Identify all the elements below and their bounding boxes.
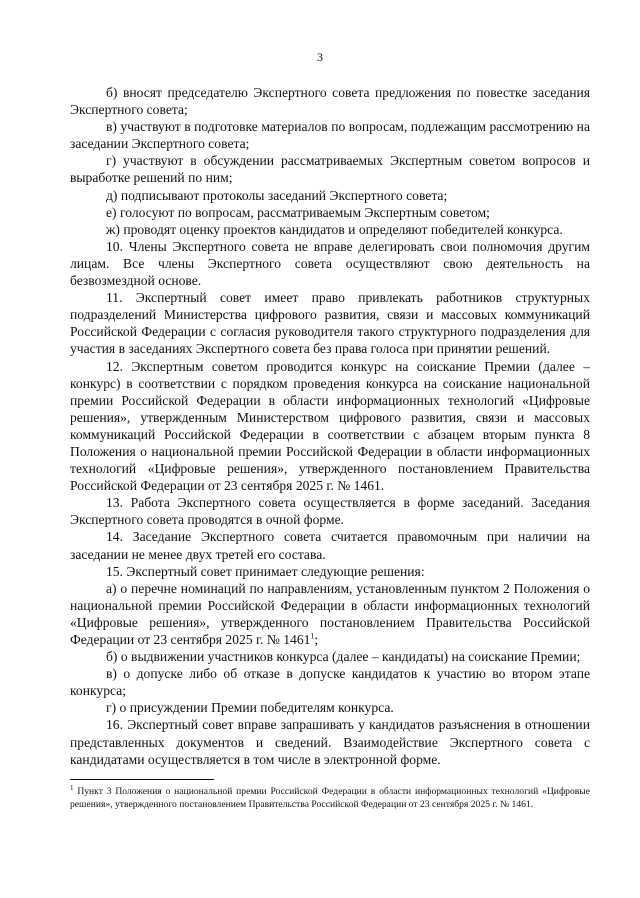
paragraph-12: 12. Экспертным советом проводится конкурс на соискание Премии (далее – конкурс) в соответствии с порядком проведения конкурса на соискание национальной премии Российской Федерации в области информационных технологий «Цифровые решения», утвержденным Министерством цифрового развития, связи и массовых коммуникаций Российской Федерации в соответствии с абзацем вторым пункта 8 Положения о национальной премии Российской Федерации в области информационных технологий «Цифровые решения», утвержденного постановлением Правительства Российской Федерации от 23 сентября 2025 г. № 1461. <box>70 358 590 494</box>
paragraph-14: 14. Заседание Экспертного совета считается правомочным при наличии на заседании не менее двух третей его состава. <box>70 529 590 562</box>
paragraph-9zh: ж) проводят оценку проектов кандидатов и определяют победителей конкурса. <box>106 221 563 237</box>
paragraph-15a-text: а) о перечне номинаций по направлениям, установленным пунктом 2 Положения о национальной премии Российской Федерации в области информационных технологий «Цифровые решения», утвержденного постановлением Правительства Российской Федерации от 23 сентября 2025 г. № 1461 <box>70 580 590 647</box>
paragraph-9d: д) подписывают протоколы заседаний Экспертного совета; <box>106 187 448 203</box>
paragraph-9b: б) вносят председателю Экспертного совета предложения по повестке заседания Экспертного совета; <box>70 85 590 118</box>
paragraph-15v: в) о допуске либо об отказе в допуске кандидатов к участию во втором этапе конкурса; <box>70 666 590 699</box>
paragraph-9g: г) участвуют в обсуждении рассматриваемых Экспертным советом вопросов и выработке решений по ним; <box>70 153 590 186</box>
paragraph-15a-end: ; <box>314 632 319 647</box>
footnote <box>70 783 590 812</box>
footnote-text: Пункт 3 Положения о национальной премии Российской Федерации в области информационных технологий «Цифровые решения», утвержденного постановлением Правительства Российской Федерации от 23 сентября 2025 г. № 1461. <box>70 786 590 810</box>
paragraph-15: 15. Экспертный совет принимает следующие решения: <box>106 563 425 579</box>
paragraph-9v: в) участвуют в подготовке материалов по вопросам, подлежащим рассмотрению на заседании Экспертного совета; <box>70 119 590 152</box>
paragraph-16: 16. Экспертный совет вправе запрашивать у кандидатов разъяснения в отношении представленных документов и сведений. Взаимодействие Экспертного совета с кандидатами осуществляется в том числе в электронной форме. <box>70 717 590 767</box>
paragraph-10: 10. Члены Экспертного совета не вправе делегировать свои полномочия другим лицам. Все члены Экспертного совета осуществляют свою деятельность на безвозмездной основе. <box>70 238 590 289</box>
footnote-reference[interactable]: 1 <box>310 631 315 641</box>
paragraph-15a <box>70 580 590 648</box>
footnote-divider <box>70 779 214 780</box>
paragraph-11: 11. Экспертный совет имеет право привлекать работников структурных подразделений Министерства цифрового развития, связи и массовых коммуникаций Российской Федерации с согласия руководителя такого структурного подразделения для участия в заседаниях Экспертного совета без права голоса при принятии решений. <box>70 290 590 357</box>
document-body <box>70 84 590 768</box>
paragraph-15g: г) о присуждении Премии победителям конкурса. <box>106 700 394 716</box>
paragraph-9e: е) голосуют по вопросам, рассматриваемым Экспертным советом; <box>106 204 490 220</box>
paragraph-15b: б) о выдвижении участников конкурса (далее – кандидаты) на соискание Премии; <box>106 649 581 665</box>
footnote-marker: 1 <box>70 783 74 792</box>
paragraph-13: 13. Работа Экспертного совета осуществляется в форме заседаний. Заседания Экспертного совета проводятся в очной форме. <box>70 495 590 528</box>
page-number: 3 <box>317 50 323 64</box>
